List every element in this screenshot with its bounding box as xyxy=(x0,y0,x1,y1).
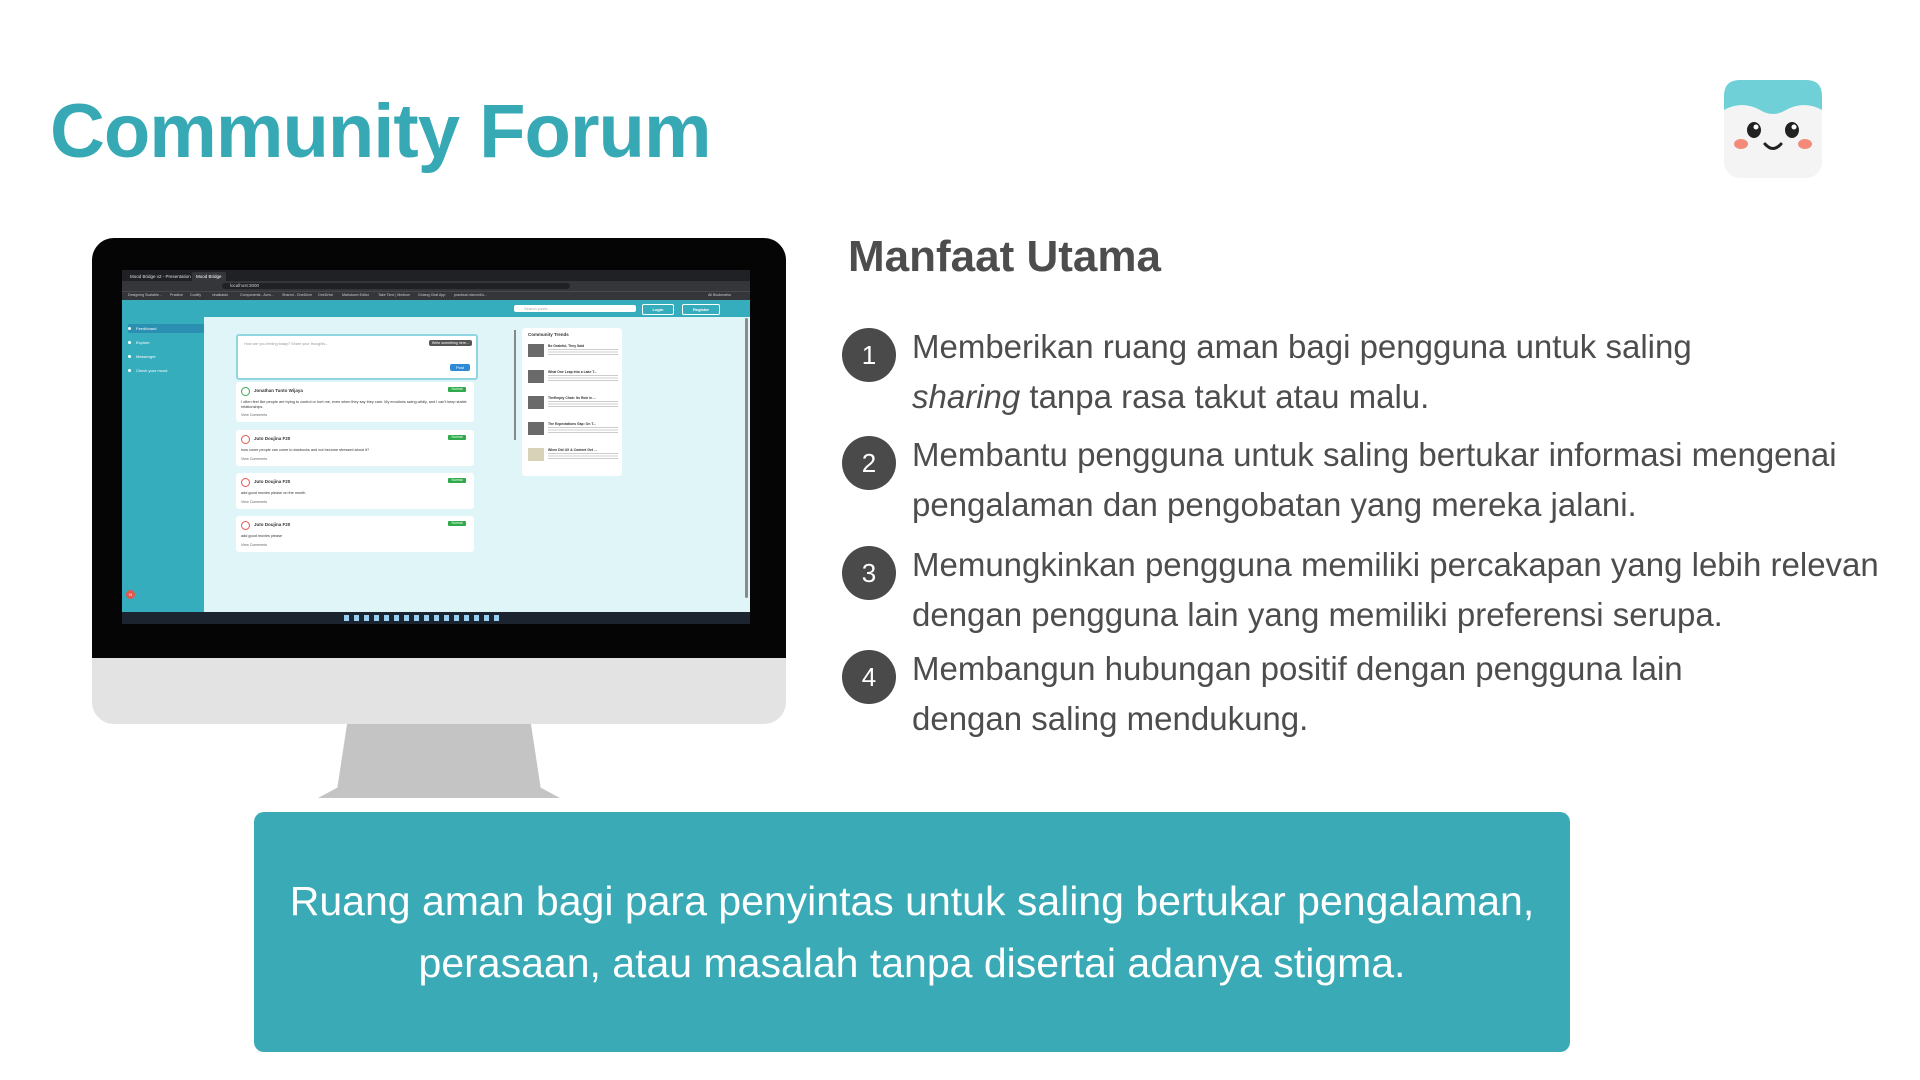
post-text: I often feel like people are trying to control or hurt me, even when they say they care. My emotions swing wildly, and I can't keep stable relationships. xyxy=(241,400,467,409)
trend-thumbnail xyxy=(528,370,544,383)
feed-scrollbar xyxy=(514,330,516,440)
bookmark: Practice xyxy=(170,293,183,297)
app-sidebar-label: Messenger xyxy=(136,354,156,359)
address-bar: localhost:3000 xyxy=(222,283,570,289)
trend-thumbnail xyxy=(528,344,544,357)
app-user-avatar: N xyxy=(126,590,135,599)
trend-snippet xyxy=(548,349,618,355)
app-sidebar-item xyxy=(128,366,204,375)
benefit-number: 4 xyxy=(842,650,896,704)
bookmark: vinaikasto xyxy=(212,293,228,297)
user-avatar-icon xyxy=(241,478,250,487)
quote-banner xyxy=(254,812,1570,1052)
os-taskbar xyxy=(122,612,750,624)
post-mood-badge: Normal xyxy=(448,478,466,483)
feed-icon xyxy=(128,327,131,330)
monitor-mockup xyxy=(92,238,786,798)
app-sidebar-label: Feed/board xyxy=(136,326,157,331)
trend-item xyxy=(528,394,618,412)
benefit-text: Membangun hubungan positif dengan pengguna lain dengan saling mendukung. xyxy=(912,650,1683,737)
bookmark: Take Time | Medium xyxy=(378,293,411,297)
browser-toolbar xyxy=(122,281,750,291)
trend-item xyxy=(528,342,618,360)
trend-thumbnail xyxy=(528,422,544,435)
trend-snippet xyxy=(548,401,618,407)
taskbar-icons xyxy=(344,615,504,621)
user-avatar-icon xyxy=(241,387,250,396)
trend-thumbnail xyxy=(528,396,544,409)
trend-title: Be Grateful, They Said xyxy=(548,344,585,348)
app-sidebar-label: Check your mood xyxy=(136,368,168,373)
user-avatar-icon xyxy=(241,435,250,444)
post-text: add good movies please xyxy=(241,534,283,538)
page-scrollbar xyxy=(745,318,748,598)
post-text: how come people can come to starbucks and not become stressed about it? xyxy=(241,448,370,452)
benefit-text xyxy=(912,322,1902,422)
post-text: add good movies please on the month xyxy=(241,491,306,495)
bookmark: Gnlang Chat App xyxy=(418,293,446,297)
app-post-card xyxy=(236,516,474,552)
app-post-composer xyxy=(236,334,478,380)
composer-hint: Write something here... xyxy=(429,340,472,346)
app-post-card xyxy=(236,473,474,509)
bookmark: Markdown Editor xyxy=(342,293,369,297)
bookmark: Shared - OneDrive xyxy=(282,293,312,297)
app-header xyxy=(122,300,750,317)
post-comments-link: View Comments xyxy=(241,543,268,547)
post-mood-badge: Normal xyxy=(448,435,466,440)
monitor-chin xyxy=(92,658,786,724)
benefit-text: Membantu pengguna untuk saling bertukar informasi mengenai pengalaman dan pengobatan yang mereka jalani. xyxy=(912,436,1837,523)
bookmark: Components - Acm... xyxy=(240,293,274,297)
post-author: Jonathan Tunto Wijaya xyxy=(254,388,303,393)
app-post-card xyxy=(236,382,474,422)
post-comments-link: View Comments xyxy=(241,457,268,461)
post-mood-badge: Normal xyxy=(448,521,466,526)
mascot-face-icon xyxy=(1724,80,1822,178)
post-author: Juto Doujina F20 xyxy=(254,522,291,527)
plus-icon xyxy=(128,369,131,372)
trend-snippet xyxy=(548,427,618,433)
post-mood-badge: Normal xyxy=(448,387,466,392)
browser-tab-bar xyxy=(122,270,750,281)
composer-placeholder: How are you feeling today? Share your thoughts... xyxy=(244,342,329,346)
trend-title: TheEmpty Chair: Its Role in ... xyxy=(548,396,597,400)
browser-tab: Mood Bridge v2 - Presentation xyxy=(130,274,191,279)
trend-snippet xyxy=(548,375,618,381)
app-search-input: Search posts... xyxy=(514,305,636,312)
monitor-stand xyxy=(318,724,560,798)
app-sidebar-label: Explore xyxy=(136,340,150,345)
bookmark: OneDrive xyxy=(318,293,334,297)
user-avatar-icon xyxy=(241,521,250,530)
trend-thumbnail xyxy=(528,448,544,461)
trend-title: When Did UX & Content Get ... xyxy=(548,448,597,452)
app-sidebar-item xyxy=(128,324,204,333)
slide-title: Community Forum xyxy=(50,89,711,174)
post-author: Juto Doujina F20 xyxy=(254,436,291,441)
community-trends-panel xyxy=(522,328,622,476)
benefit-number: 1 xyxy=(842,328,896,382)
bookmark: Designing Scalable... xyxy=(128,293,162,297)
bookmark: practical-micro/ol/o... xyxy=(454,293,488,297)
app-post-card xyxy=(236,430,474,466)
section-heading: Manfaat Utama xyxy=(848,232,1161,281)
app-register-button: Register xyxy=(682,304,720,315)
trend-title: What One Leap into a Lake T... xyxy=(548,370,597,374)
post-comments-link: View Comments xyxy=(241,413,268,417)
benefit-number: 3 xyxy=(842,546,896,600)
app-screenshot xyxy=(122,270,750,624)
trend-item xyxy=(528,420,618,438)
benefit-text-part: tanpa rasa takut atau malu. xyxy=(1029,378,1430,415)
trend-item xyxy=(528,446,618,464)
app-sidebar xyxy=(122,300,204,612)
app-sidebar-item xyxy=(128,338,204,347)
benefit-text: Memungkinkan pengguna memiliki percakapan yang lebih relevan dengan pengguna lain yang memiliki preferensi serupa. xyxy=(912,546,1879,633)
post-comments-link: View Comments xyxy=(241,500,268,504)
app-login-button: Login xyxy=(642,304,674,315)
trend-title: The Expectations Gap: On T... xyxy=(548,422,596,426)
trend-snippet xyxy=(548,453,618,459)
benefit-text-part: Memberikan ruang aman bagi pengguna untuk saling xyxy=(912,328,1692,365)
post-author: Juto Doujina F20 xyxy=(254,479,291,484)
app-sidebar-item xyxy=(128,352,204,361)
explore-icon xyxy=(128,341,131,344)
bookmark: All Bookmarks xyxy=(708,293,731,297)
app-post-button: Post xyxy=(450,364,470,371)
bookmark: Coolify xyxy=(190,293,201,297)
trend-item xyxy=(528,368,618,386)
benefit-number: 2 xyxy=(842,436,896,490)
trends-title: Community Trends xyxy=(528,332,569,337)
quote-text: Ruang aman bagi para penyintas untuk saling bertukar pengalaman, perasaan, atau masalah tanpa disertai adanya stigma. xyxy=(289,878,1535,986)
browser-tab-active: Mood Bridge xyxy=(192,272,226,281)
benefit-text-emphasis: sharing xyxy=(912,378,1021,415)
messenger-icon xyxy=(128,355,131,358)
